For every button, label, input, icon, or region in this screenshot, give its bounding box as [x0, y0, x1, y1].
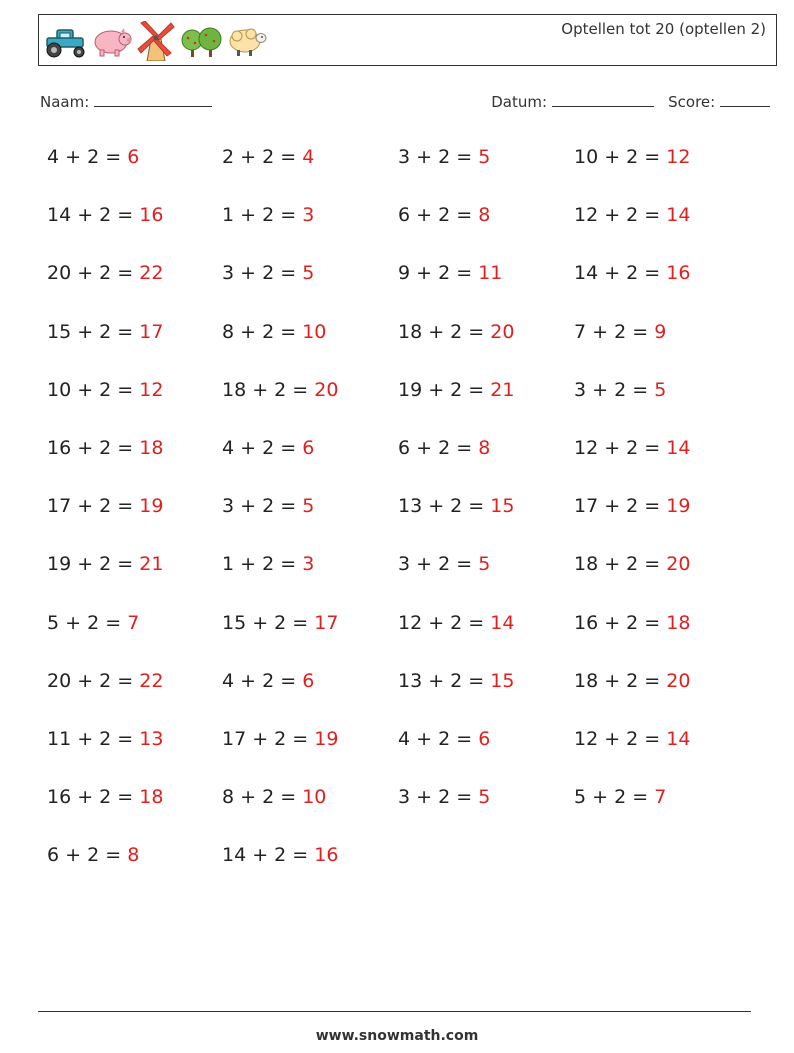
problem-item — [398, 321, 574, 379]
problem-question: 12 + 2 = — [574, 727, 661, 750]
problem-answer: 8 — [478, 204, 491, 227]
problem-answer: 10 — [302, 786, 327, 809]
problem-answer: 3 — [302, 553, 315, 576]
problem-answer: 5 — [478, 786, 491, 809]
problem-item — [398, 670, 574, 728]
problem-answer: 20 — [666, 669, 691, 692]
problem-answer: 22 — [139, 669, 164, 692]
problem-item — [222, 728, 398, 786]
problem-question: 16 + 2 = — [574, 611, 661, 634]
problem-item — [222, 321, 398, 379]
problem-question: 20 + 2 = — [47, 669, 134, 692]
problem-question: 4 + 2 = — [47, 146, 122, 168]
problem-item — [222, 495, 398, 553]
problem-question: 3 + 2 = — [398, 786, 473, 809]
problem-item — [222, 612, 398, 670]
problem-answer: 7 — [654, 786, 667, 809]
problem-item — [222, 437, 398, 495]
header-icons — [43, 21, 269, 61]
problem-question: 6 + 2 = — [398, 204, 473, 227]
problem-question: 15 + 2 = — [47, 320, 134, 343]
problem-question: 3 + 2 = — [222, 495, 297, 518]
problem-question: 14 + 2 = — [574, 262, 661, 285]
problem-answer: 17 — [314, 611, 339, 634]
problem-question: 1 + 2 = — [222, 553, 297, 576]
problem-answer: 16 — [666, 262, 691, 285]
problem-question: 11 + 2 = — [47, 727, 134, 750]
problem-item — [398, 786, 574, 844]
name-field — [40, 92, 212, 111]
problem-item — [574, 146, 750, 204]
problem-answer: 12 — [139, 378, 164, 401]
score-label: Score: — [668, 93, 716, 111]
problem-item — [398, 495, 574, 553]
date-blank-line[interactable] — [552, 92, 654, 107]
problem-answer: 12 — [666, 146, 691, 168]
problem-answer: 11 — [478, 262, 503, 285]
problem-answer: 16 — [314, 844, 339, 867]
problem-question: 12 + 2 = — [574, 436, 661, 459]
problem-answer: 8 — [478, 436, 491, 459]
problem-question: 9 + 2 = — [398, 262, 473, 285]
problem-item — [222, 379, 398, 437]
problem-question: 1 + 2 = — [222, 204, 297, 227]
problem-item — [398, 612, 574, 670]
problem-answer: 10 — [302, 320, 327, 343]
problem-answer: 14 — [666, 727, 691, 750]
problem-question: 18 + 2 = — [222, 378, 309, 401]
problem-answer: 20 — [666, 553, 691, 576]
worksheet-header — [38, 14, 777, 66]
problem-answer: 19 — [666, 495, 691, 518]
problem-answer: 18 — [139, 436, 164, 459]
problem-item — [47, 553, 222, 611]
worksheet-title: Optellen tot 20 (optellen 2) — [561, 20, 766, 38]
problem-answer: 18 — [139, 786, 164, 809]
problem-question: 12 + 2 = — [398, 611, 485, 634]
problem-answer: 4 — [302, 146, 315, 168]
problem-answer: 6 — [478, 727, 491, 750]
name-label: Naam: — [40, 93, 90, 111]
problem-answer: 13 — [139, 727, 164, 750]
problem-answer: 5 — [302, 262, 315, 285]
problem-item — [222, 786, 398, 844]
problem-question: 14 + 2 = — [47, 204, 134, 227]
trees-icon — [179, 24, 223, 58]
name-blank-line[interactable] — [94, 92, 212, 107]
problem-question: 5 + 2 = — [574, 786, 649, 809]
problem-question: 6 + 2 = — [398, 436, 473, 459]
date-score-fields — [491, 92, 770, 111]
problem-item — [398, 204, 574, 262]
problem-answer: 19 — [314, 727, 339, 750]
score-blank-line[interactable] — [720, 92, 770, 107]
pig-icon — [91, 24, 133, 58]
footer-divider — [38, 1011, 751, 1012]
problem-question: 8 + 2 = — [222, 786, 297, 809]
problem-question: 12 + 2 = — [574, 204, 661, 227]
problem-answer: 5 — [302, 495, 315, 518]
problem-question: 10 + 2 = — [574, 146, 661, 168]
problem-item — [574, 495, 750, 553]
problem-item — [574, 204, 750, 262]
problem-item — [47, 786, 222, 844]
problem-answer: 21 — [490, 378, 515, 401]
problem-item — [398, 262, 574, 320]
problem-item — [222, 670, 398, 728]
problem-item — [47, 262, 222, 320]
problem-question: 19 + 2 = — [47, 553, 134, 576]
problem-answer: 14 — [666, 204, 691, 227]
problem-item — [574, 786, 750, 844]
problem-item — [398, 553, 574, 611]
problem-question: 3 + 2 = — [574, 378, 649, 401]
problem-answer: 14 — [666, 436, 691, 459]
problem-question: 13 + 2 = — [398, 495, 485, 518]
problem-question: 4 + 2 = — [398, 727, 473, 750]
problem-question: 3 + 2 = — [222, 262, 297, 285]
problem-item — [574, 728, 750, 786]
problem-answer: 20 — [314, 378, 339, 401]
date-label: Datum: — [491, 93, 548, 111]
problem-answer: 5 — [478, 146, 491, 168]
problem-answer: 6 — [127, 146, 140, 168]
problem-answer: 8 — [127, 844, 140, 867]
problem-item — [574, 612, 750, 670]
problem-item — [47, 844, 222, 902]
problem-item — [47, 146, 222, 204]
problem-answer: 16 — [139, 204, 164, 227]
problem-question: 2 + 2 = — [222, 146, 297, 168]
problem-answer: 17 — [139, 320, 164, 343]
problem-item — [47, 204, 222, 262]
problem-question: 16 + 2 = — [47, 436, 134, 459]
problem-answer: 9 — [654, 320, 667, 343]
problem-item — [222, 262, 398, 320]
problem-item — [574, 437, 750, 495]
problem-question: 6 + 2 = — [47, 844, 122, 867]
problem-question: 8 + 2 = — [222, 320, 297, 343]
problem-question: 3 + 2 = — [398, 146, 473, 168]
problem-item — [222, 146, 398, 204]
footer-url: www.snowmath.com — [315, 1028, 479, 1044]
problem-answer: 5 — [654, 378, 667, 401]
problem-question: 17 + 2 = — [47, 495, 134, 518]
problem-item — [574, 321, 750, 379]
problem-item — [398, 379, 574, 437]
problem-answer: 5 — [478, 553, 491, 576]
problem-question: 16 + 2 = — [47, 786, 134, 809]
problem-answer: 6 — [302, 436, 315, 459]
problem-item — [47, 612, 222, 670]
problem-question: 4 + 2 = — [222, 436, 297, 459]
problem-item — [47, 495, 222, 553]
problem-question: 7 + 2 = — [574, 320, 649, 343]
problem-question: 14 + 2 = — [222, 844, 309, 867]
problem-item — [47, 670, 222, 728]
problem-question: 15 + 2 = — [222, 611, 309, 634]
problem-question: 20 + 2 = — [47, 262, 134, 285]
problem-item — [222, 204, 398, 262]
problem-answer: 22 — [139, 262, 164, 285]
problem-answer: 15 — [490, 495, 515, 518]
problem-question: 13 + 2 = — [398, 669, 485, 692]
windmill-icon — [137, 21, 175, 61]
problem-question: 18 + 2 = — [574, 553, 661, 576]
problem-answer: 21 — [139, 553, 164, 576]
problem-item — [574, 670, 750, 728]
problem-item — [47, 728, 222, 786]
problem-question: 17 + 2 = — [574, 495, 661, 518]
problem-item — [398, 146, 574, 204]
problem-item — [47, 379, 222, 437]
problem-question: 4 + 2 = — [222, 669, 297, 692]
problem-item — [398, 728, 574, 786]
problem-question: 18 + 2 = — [398, 320, 485, 343]
tractor-icon — [43, 24, 87, 58]
problem-answer: 18 — [666, 611, 691, 634]
problem-item — [574, 379, 750, 437]
problem-question: 3 + 2 = — [398, 553, 473, 576]
problem-answer: 6 — [302, 669, 315, 692]
problem-answer: 7 — [127, 611, 140, 634]
problem-item — [222, 553, 398, 611]
problem-answer: 14 — [490, 611, 515, 634]
problem-item — [47, 321, 222, 379]
problem-question: 17 + 2 = — [222, 727, 309, 750]
problem-question: 18 + 2 = — [574, 669, 661, 692]
problem-grid — [47, 146, 750, 902]
problem-question: 10 + 2 = — [47, 378, 134, 401]
problem-question: 5 + 2 = — [47, 611, 122, 634]
problem-question: 19 + 2 = — [398, 378, 485, 401]
problem-answer: 20 — [490, 320, 515, 343]
sheep-icon — [227, 24, 269, 58]
problem-answer: 15 — [490, 669, 515, 692]
problem-item — [222, 844, 398, 902]
problem-item — [574, 262, 750, 320]
problem-answer: 3 — [302, 204, 315, 227]
problem-item — [47, 437, 222, 495]
problem-item — [574, 553, 750, 611]
problem-answer: 19 — [139, 495, 164, 518]
problem-item — [398, 437, 574, 495]
